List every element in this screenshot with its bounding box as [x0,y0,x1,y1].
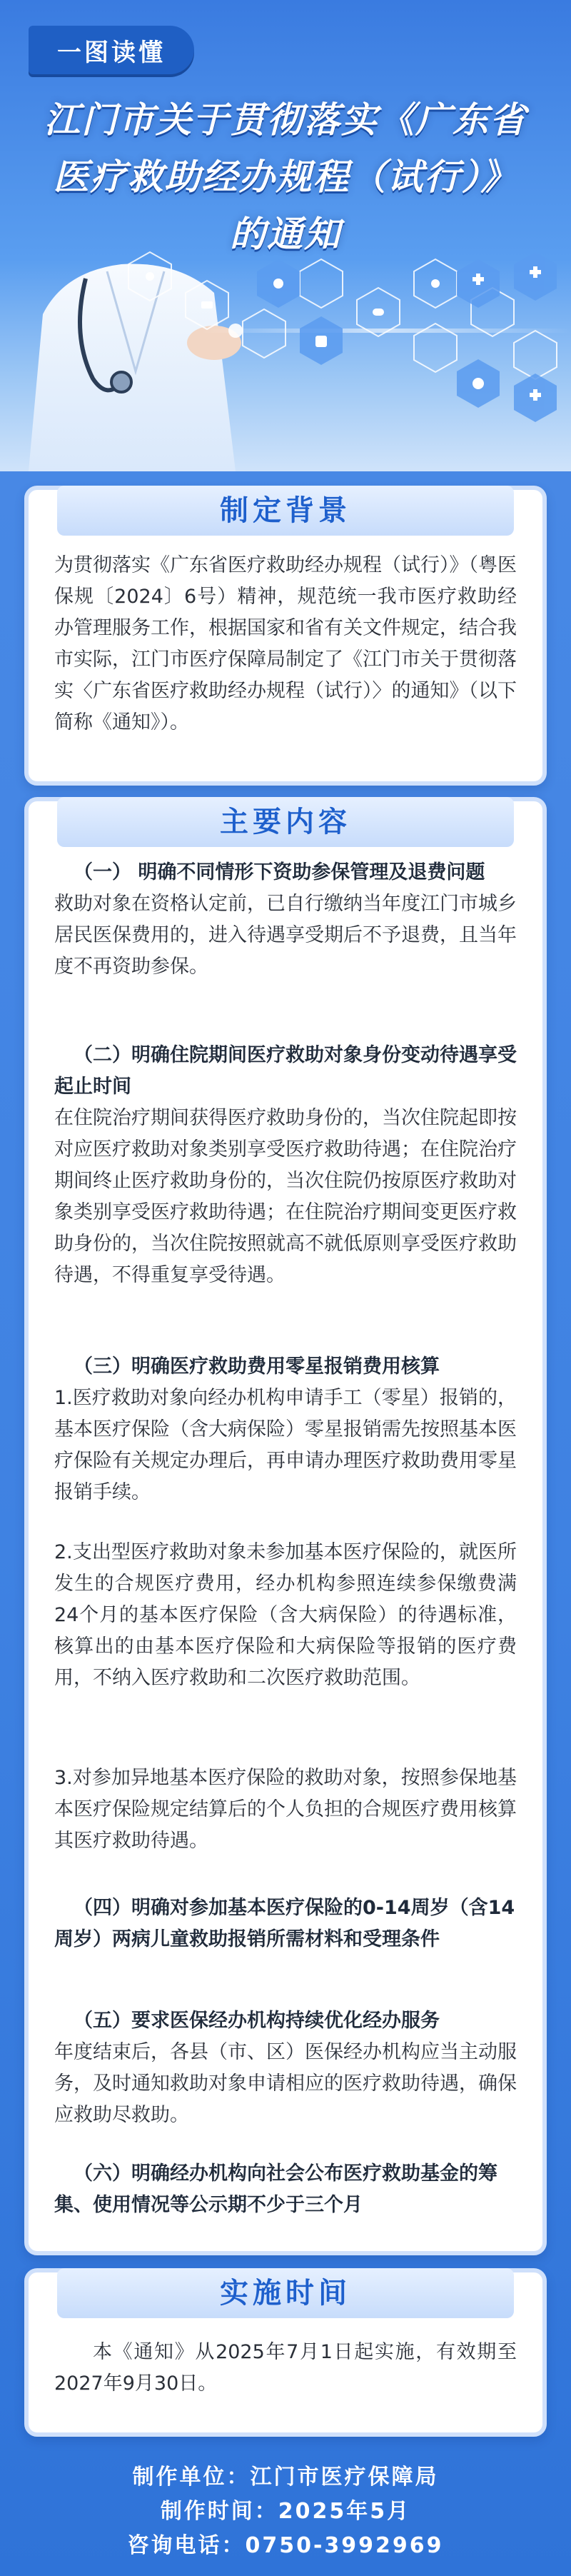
background-card [24,486,547,786]
section-5-title: （五）要求医保经办机构持续优化经办服务 [74,2010,440,2032]
section-3-item-2-body: 2.支出型医疗救助对象未参加基本医疗保险的，就医所发生的合规医疗费用，经办机构参照连续参保缴费满24个月的基本医疗保险（含大病保险）的待遇标准，核算出的由基本医疗保险和大病保险等报销的医疗费用，不纳入医疗救助和二次医疗救助范围。 [54,1541,517,1689]
background-heading: 制定背景 [57,486,514,536]
main-content-card [24,797,547,2255]
title-line-2: 医疗救助经办规程（试行）》 [53,156,518,198]
section-3-title: （三）明确医疗救助费用零星报销费用核算 [74,1355,440,1378]
section-1 [54,857,517,983]
footer-producer: 制作单位：江门市医疗保障局 [132,2465,439,2490]
section-5 [54,2005,517,2131]
section-6-title: （六）明确经办机构向社会公布医疗救助基金的筹集、使用情况等公示期不少于三个月 [54,2162,497,2216]
section-2-title: （二）明确住院期间医疗救助对象身份变动待遇享受起止时间 [54,1044,517,1098]
section-2-body: 在住院治疗期间获得医疗救助身份的，当次住院起即按对应医疗救助对象类别享受医疗救助待遇；在住院治疗期间终止医疗救助身份的，当次住院仍按原医疗救助对象类别享受医疗救助待遇；在住院治疗期间变更医疗救助身份的，当次住院按照就高不就低原则享受医疗救助待遇，不得重复享受待遇。 [54,1107,517,1286]
header-tag: 一图读懂 [29,26,194,74]
section-2 [54,1040,517,1291]
implementation-card [24,2268,547,2437]
title-line-1: 江门市关于贯彻落实《广东省 [44,99,527,141]
section-3 [54,1351,517,1508]
section-6 [54,2158,517,2221]
footer-info [0,2460,571,2563]
section-5-body: 年度结束后，各县（市、区）医保经办机构应当主动服务，及时通知救助对象申请相应的医疗救助待遇，确保应救助尽救助。 [54,2041,517,2126]
implementation-heading: 实施时间 [57,2268,514,2318]
section-4 [54,1893,517,1955]
section-3-item-2 [54,1537,517,1694]
section-1-title: （一） 明确不同情形下资助参保管理及退费问题 [74,861,485,883]
section-4-title: （四）明确对参加基本医疗保险的0-14周岁（含14周岁）两病儿童救助报销所需材料和受理条件 [54,1897,515,1950]
footer-phone: 咨询电话：0750-3992969 [127,2533,444,2558]
section-3-item-3 [54,1763,517,1857]
medical-hexagon-icons [86,243,571,443]
section-3-item-3-body: 3.对参加异地基本医疗保险的救助对象，按照参保地基本医疗保险规定结算后的个人负担的合规医疗费用核算其医疗救助待遇。 [54,1767,517,1852]
footer-time: 制作时间：2025年5月 [160,2499,411,2524]
background-text: 为贯彻落实《广东省医疗救助经办规程（试行）》（粤医保规〔2024〕6号）精神，规范统一我市医疗救助经办管理服务工作，根据国家和省有关文件规定，结合我市实际，江门市医疗保障局制定了《江门市关于贯彻落实〈广东省医疗救助经办规程（试行）〉的通知》（以下简称《通知》）。 [54,554,517,733]
section-1-body: 救助对象在资格认定前，已自行缴纳当年度江门市城乡居民医保费用的，进入待遇享受期后不予退费，且当年度不再资助参保。 [54,893,517,978]
title-line-3: 的通知 [230,214,341,255]
implementation-text: 本《通知》从2025年7月1日起实施，有效期至2027年9月30日。 [54,2341,517,2395]
main-content-heading: 主要内容 [57,797,514,847]
section-3-body: 1.医疗救助对象向经办机构申请手工（零星）报销的，基本医疗保险（含大病保险）零星报销需先按照基本医疗保险有关规定办理后，再申请办理医疗救助费用零星报销手续。 [54,1387,517,1503]
header-banner [0,0,571,471]
